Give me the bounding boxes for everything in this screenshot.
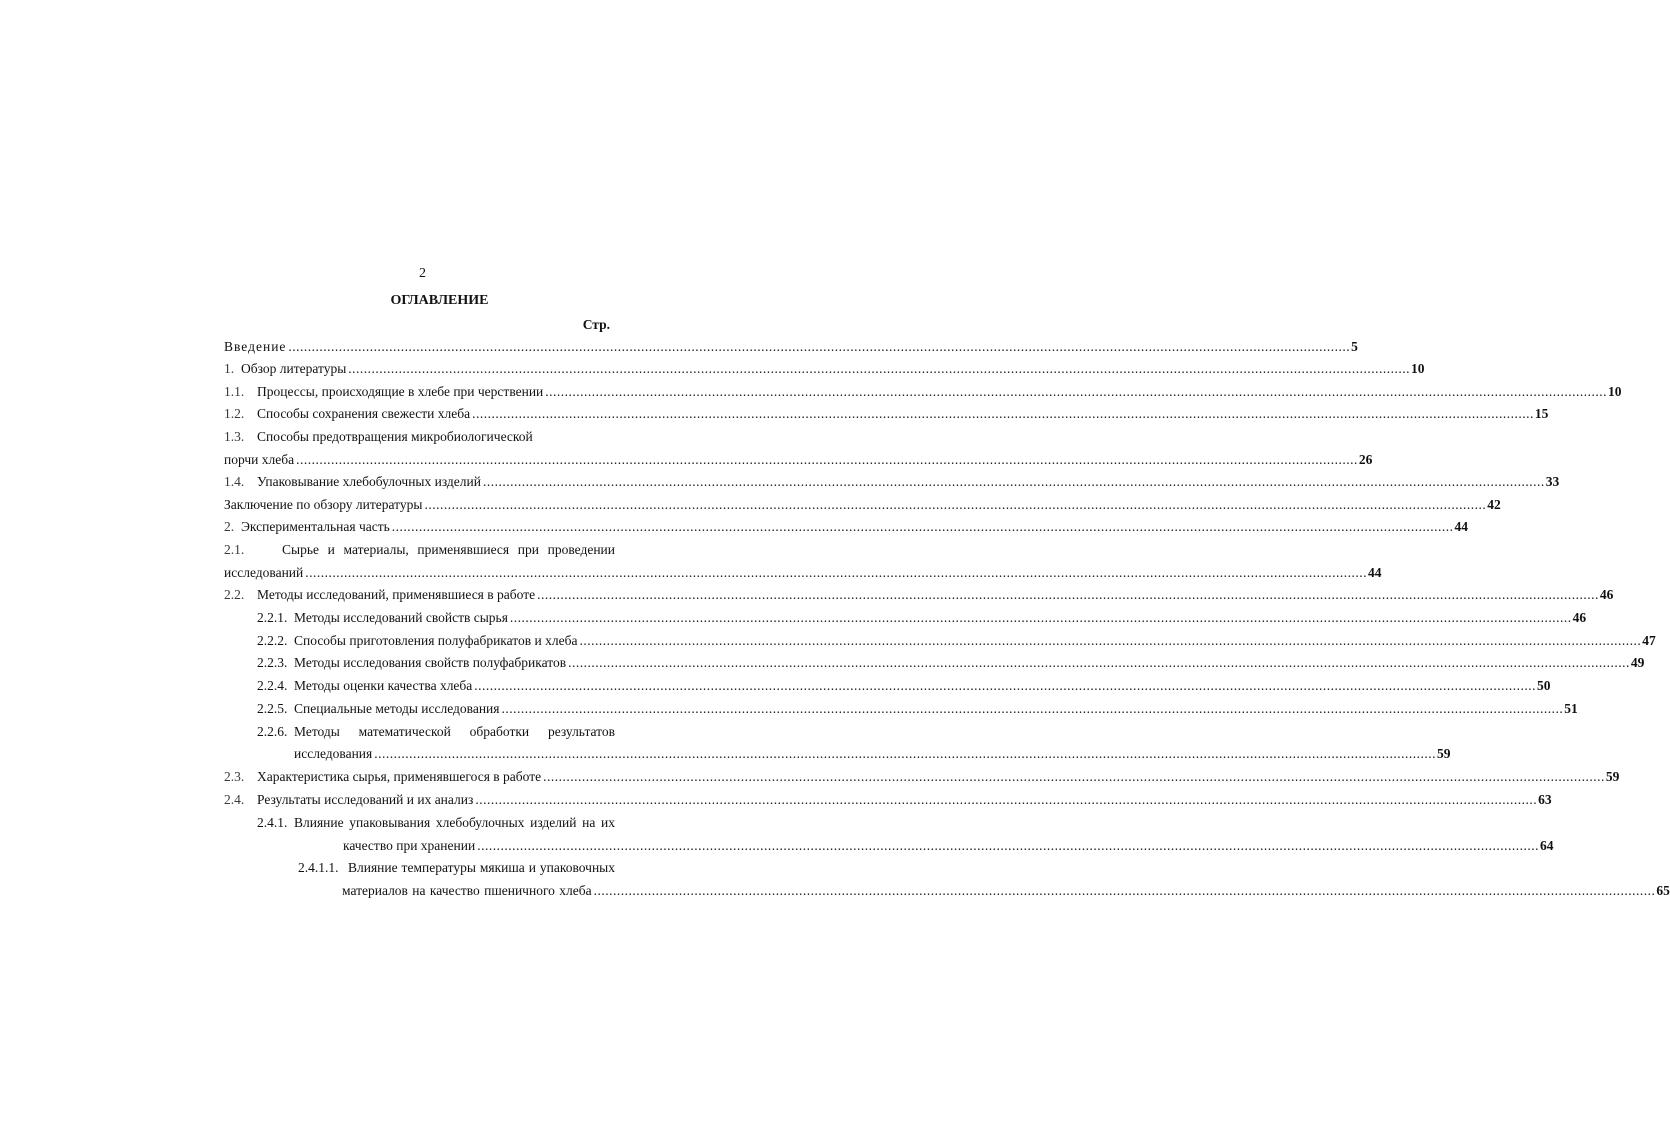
toc-leader-dots [545, 382, 1607, 402]
toc-entry-number: 2.2.2. [257, 633, 288, 648]
toc-leader-dots [305, 563, 1367, 583]
toc-leader-dots [477, 836, 1539, 856]
toc-entry-page: 47 [1642, 633, 1656, 648]
toc-entry-number: 2.1. [224, 542, 245, 557]
toc-entry-text: материалов на качество пшеничного хлеба [342, 883, 592, 898]
toc-entry-text: Сырье и материалы, применявшиеся при проведении [282, 542, 615, 557]
toc-entry-page: 59 [1436, 746, 1451, 761]
toc-entry-number: 2.4.1. [257, 815, 288, 830]
toc-entry-text: Обзор литературы [241, 361, 347, 376]
toc-leader-dots [288, 337, 1350, 357]
toc-entry-number: 1. [224, 361, 235, 376]
toc-leader-dots [594, 881, 1656, 901]
toc-entry-page: 44 [1454, 519, 1469, 534]
toc-entry-text: Упаковывание хлебобулочных изделий [257, 474, 481, 489]
toc-leader-dots [502, 699, 1564, 719]
toc-entry[interactable] [224, 427, 609, 447]
toc-entry-text: Влияние упаковывания хлебобулочных изделий на их [294, 815, 615, 830]
toc-leader-dots [472, 404, 1534, 424]
toc-leader-dots [510, 608, 1572, 628]
toc-entry[interactable] [224, 450, 1373, 470]
toc-entry-text: качество при хранении [343, 838, 476, 853]
toc-leader-dots [392, 517, 1454, 537]
toc-entry-page: 26 [1358, 452, 1373, 467]
toc-entry-page: 59 [1605, 769, 1620, 784]
toc-entry-number: 2.3. [224, 769, 245, 784]
toc-entry-number: 1.2. [224, 406, 245, 421]
toc-entry-text: Способы предотвращения микробиологической [257, 429, 533, 444]
toc-leader-dots [543, 767, 1605, 787]
toc-entry[interactable] [224, 472, 1560, 492]
page-title: ОГЛАВЛЕНИЕ [390, 293, 489, 308]
toc-entry[interactable] [257, 699, 1578, 719]
toc-entry-number: 2.2.3. [257, 655, 288, 670]
toc-entry[interactable] [224, 517, 1469, 537]
toc-entry-page: 44 [1368, 565, 1382, 580]
toc-entry-number: 2.2.6. [257, 724, 288, 739]
toc-entry[interactable] [224, 790, 1552, 810]
toc-entry-text: Процессы, происходящие в хлебе при черствении [257, 384, 544, 399]
toc-entry[interactable] [224, 359, 1425, 379]
toc-entry-text: Влияние температуры мякиша и упаковочных [348, 860, 615, 875]
toc-entry-text: Специальные методы исследования [294, 701, 500, 716]
toc-leader-dots [296, 450, 1358, 470]
toc-entry[interactable] [257, 676, 1551, 696]
toc-entry-number: 2. [224, 519, 235, 534]
toc-leader-dots [424, 495, 1486, 515]
toc-entry[interactable] [224, 540, 615, 560]
toc-entry-page: 10 [1411, 361, 1425, 376]
toc-entry-text: Методы исследований свойств сырья [294, 610, 508, 625]
toc-entry[interactable] [224, 585, 1614, 605]
toc-leader-dots [483, 472, 1545, 492]
toc-entry-text: Методы математической обработки результатов [294, 724, 615, 739]
toc-entry-number: 1.1. [224, 384, 245, 399]
toc-entry-text: Характеристика сырья, применявшегося в работе [257, 769, 542, 784]
toc-leader-dots [568, 653, 1630, 673]
toc-entry-page: 33 [1545, 474, 1560, 489]
toc-entry-number: 2.4. [224, 792, 245, 807]
toc-entry[interactable] [224, 767, 1620, 787]
toc-entry-number: 2.4.1.1. [298, 860, 339, 875]
toc-leader-dots [374, 744, 1436, 764]
toc-entry[interactable] [224, 382, 1622, 402]
toc-entry-text: исследований [224, 565, 304, 580]
toc-entry[interactable] [294, 744, 1451, 764]
toc-entry-page: 49 [1630, 655, 1645, 670]
toc-entry-page: 65 [1656, 883, 1670, 898]
toc-leader-dots [348, 359, 1410, 379]
toc-entry[interactable] [224, 495, 1501, 515]
toc-entry-text: исследования [294, 746, 373, 761]
toc-entry-page: 50 [1537, 678, 1551, 693]
toc-entry-page: 64 [1539, 838, 1554, 853]
toc-entry-text: Методы исследования свойств полуфабрикатов [294, 655, 567, 670]
toc-entry-text: порчи хлеба [224, 452, 295, 467]
toc-entry-page: 46 [1599, 587, 1614, 602]
toc-entry-number: 2.2.4. [257, 678, 288, 693]
toc-entry-page: 42 [1487, 497, 1501, 512]
toc-entry-page: 63 [1538, 792, 1552, 807]
toc-entry-page: 51 [1564, 701, 1578, 716]
toc-entry-number: 2.2.5. [257, 701, 288, 716]
toc-entry[interactable] [257, 813, 615, 833]
toc-leader-dots [474, 676, 1536, 696]
toc-entry[interactable] [298, 858, 615, 878]
toc-entry-page: 10 [1608, 384, 1622, 399]
toc-entry-text: Способы приготовления полуфабрикатов и хлеба [294, 633, 578, 648]
toc-leader-dots [537, 585, 1599, 605]
toc-entry-text: Введение [224, 339, 287, 354]
toc-leader-dots [579, 631, 1641, 651]
toc-entry-number: 2.2.1. [257, 610, 288, 625]
page-column-label: Стр. [582, 317, 610, 332]
page-number: 2 [419, 266, 426, 281]
toc-entry[interactable] [224, 337, 1358, 357]
toc-entry-number: 2.2. [224, 587, 245, 602]
toc-entry-text: Результаты исследований и их анализ [257, 792, 474, 807]
toc-entry-text: Заключение по обзору литературы [224, 497, 423, 512]
toc-entry[interactable] [342, 881, 1670, 901]
toc-entry[interactable] [257, 722, 615, 742]
toc-entry[interactable] [257, 631, 1656, 651]
toc-entry[interactable] [343, 836, 1554, 856]
toc-entry[interactable] [257, 608, 1587, 628]
toc-entry-text: Экспериментальная часть [241, 519, 390, 534]
toc-leader-dots [475, 790, 1537, 810]
toc-entry-text: Методы оценки качества хлеба [294, 678, 473, 693]
toc-entry-number: 1.3. [224, 429, 245, 444]
toc-entry-text: Методы исследований, применявшиеся в работе [257, 587, 536, 602]
toc-entry-page: 46 [1572, 610, 1587, 625]
toc-entry-number: 1.4. [224, 474, 245, 489]
toc-entry-text: Способы сохранения свежести хлеба [257, 406, 471, 421]
toc-entry[interactable] [224, 404, 1549, 424]
toc-entry-page: 15 [1534, 406, 1549, 421]
toc-entry[interactable] [257, 653, 1645, 673]
toc-entry-page: 5 [1351, 339, 1358, 354]
toc-entry[interactable] [224, 563, 1382, 583]
